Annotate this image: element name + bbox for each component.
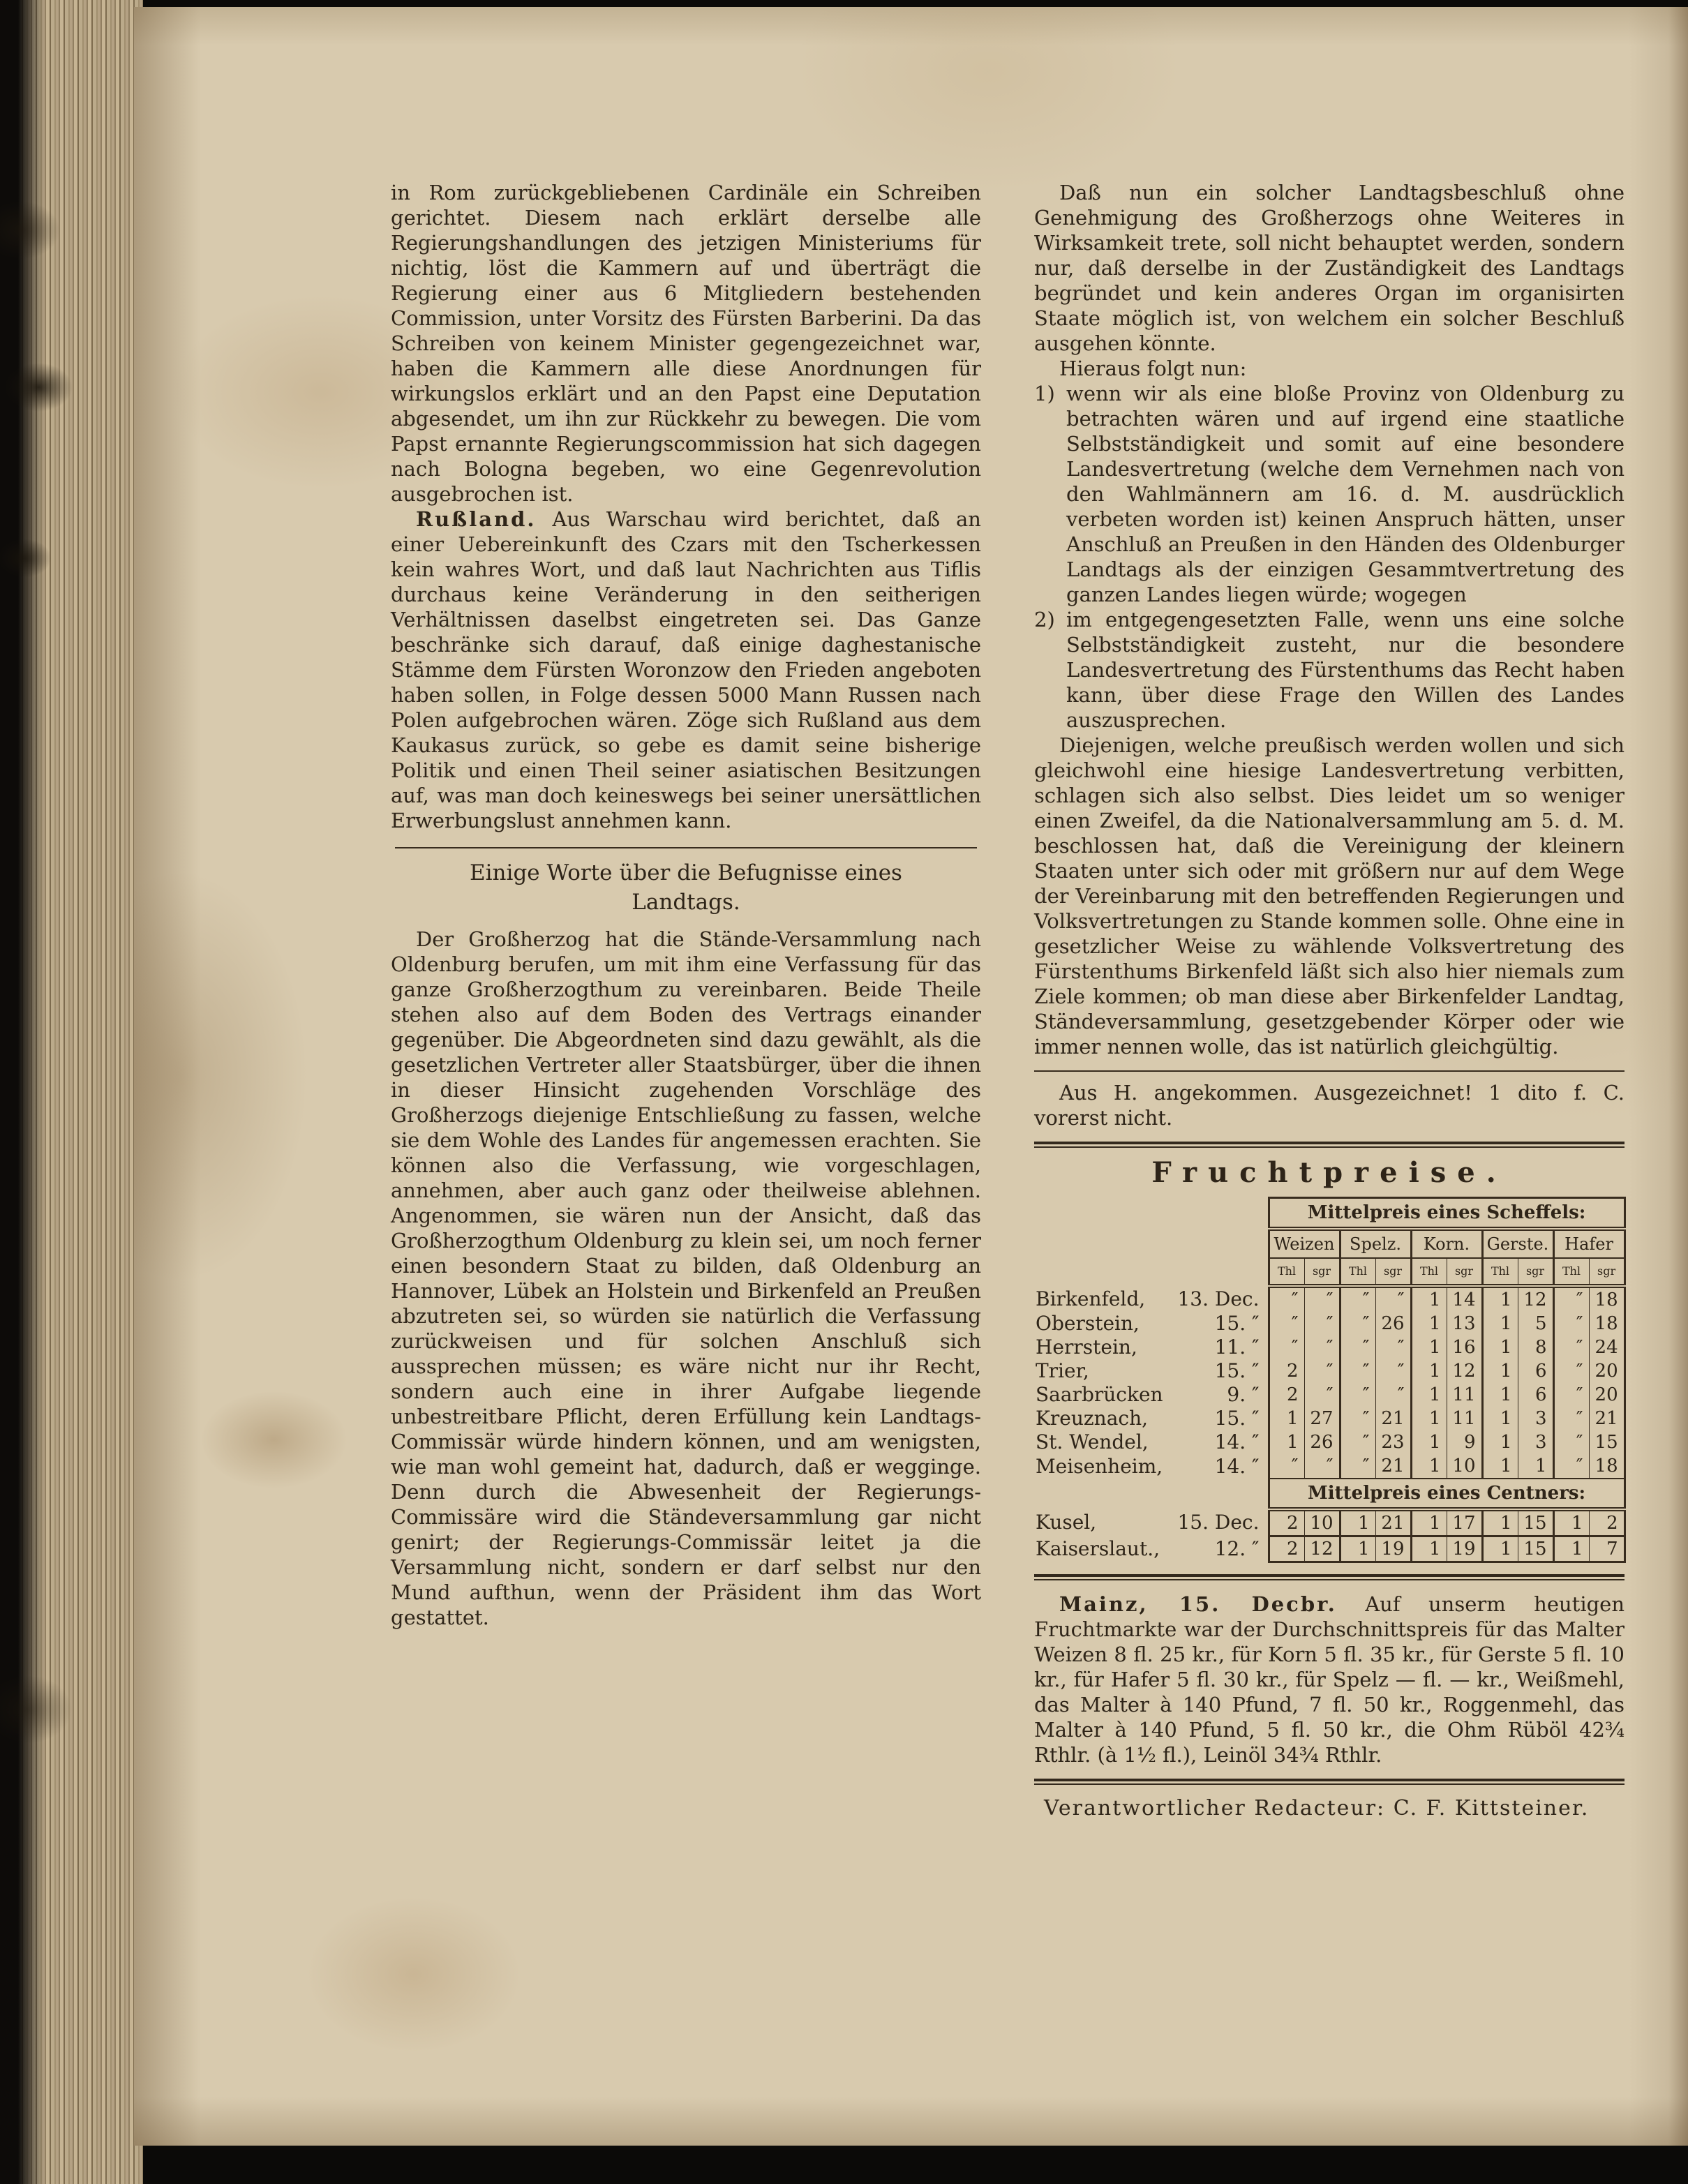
- place-and-date: [1036, 1312, 1260, 1336]
- price-cell: ″: [1304, 1454, 1340, 1479]
- price-cell: ″: [1340, 1336, 1375, 1359]
- price-date: 15. ″: [1214, 1407, 1260, 1430]
- crop-header: Hafer: [1553, 1229, 1624, 1258]
- price-cell: 21: [1375, 1454, 1411, 1479]
- price-cell: 1: [1482, 1430, 1518, 1454]
- price-cell: ″: [1340, 1359, 1375, 1383]
- price-cell: 27: [1304, 1407, 1340, 1430]
- price-cell: 10: [1304, 1509, 1340, 1536]
- place-and-date: [1036, 1383, 1260, 1407]
- place-and-date: [1036, 1336, 1260, 1359]
- fruchtpreise-title: Fruchtpreise.: [1151, 1156, 1507, 1189]
- numbered-item-2: [1034, 607, 1624, 733]
- price-row: [1034, 1359, 1624, 1383]
- price-cell: 1: [1340, 1536, 1375, 1562]
- classified-notice: Aus H. angekommen. Ausgezeichnet! 1 dito f. C. vorerst nicht.: [1034, 1081, 1624, 1130]
- unit-header-thl: Thl: [1553, 1258, 1589, 1286]
- centner-header: Mittelpreis eines Centners:: [1269, 1479, 1624, 1509]
- price-cell: 1: [1411, 1286, 1447, 1312]
- price-cell: ″: [1269, 1286, 1304, 1312]
- price-cell: ″: [1375, 1286, 1411, 1312]
- scheffel-header: Mittelpreis eines Scheffels:: [1269, 1198, 1624, 1229]
- price-cell: ″: [1304, 1286, 1340, 1312]
- paragraph-russia-text: Aus Warschau wird berichtet, daß an einer Uebereinkunft des Czars mit den Tscherkessen kein wahres Wort, und daß laut Nachrichten aus Tiflis durchaus keine Veränderung in den seitherigen Verhältnissen daselbst eingetreten sei. Das Ganze beschränke sich darauf, daß einige daghestanische Stämme dem Fürsten Woronzow den Frieden angeboten haben sollen, in Folge dessen 5000 Mann Russen nach Polen aufgebrochen wären. Zöge sich Rußland aus dem Kaukasus zurück, so gebe es damit seine bisherige Politik und einen Theil seiner asiatischen Besitzungen auf, was man doch keineswegs bei seiner unersättlichen Erwerbungslust annehmen kann.: [391, 507, 981, 832]
- price-cell: 1: [1482, 1286, 1518, 1312]
- price-row: [1034, 1312, 1624, 1336]
- price-cell: 15: [1518, 1536, 1553, 1562]
- place-name: Kaiserslaut.,: [1036, 1537, 1160, 1560]
- crop-header-row: [1034, 1229, 1624, 1258]
- place-and-date: [1036, 1455, 1260, 1479]
- price-cell: 16: [1447, 1336, 1482, 1359]
- price-cell: ″: [1340, 1454, 1375, 1479]
- price-date: 14. ″: [1214, 1430, 1260, 1453]
- price-cell: 2: [1269, 1509, 1304, 1536]
- price-cell: 18: [1589, 1454, 1624, 1479]
- unit-header-sgr: sgr: [1447, 1258, 1482, 1286]
- price-row-place: [1034, 1286, 1269, 1312]
- price-cell: ″: [1553, 1383, 1589, 1407]
- place-name: Oberstein,: [1036, 1312, 1140, 1335]
- price-cell: 24: [1589, 1336, 1624, 1359]
- price-cell: ″: [1340, 1286, 1375, 1312]
- price-cell: 1: [1482, 1336, 1518, 1359]
- price-cell: 1: [1269, 1430, 1304, 1454]
- table-bottom-rule: [1034, 1574, 1624, 1580]
- price-cell: ″: [1340, 1407, 1375, 1430]
- paragraph-landtag: Der Großherzog hat die Stände-Versammlung nach Oldenburg berufen, um mit ihm eine Verfassung für das ganze Großherzogthum zu vereinbaren. Beide Theile stehen also auf dem Boden des Vertrags einander gegenüber. Die Abgeordneten sind dazu gewählt, als die gesetzlichen Vertreter aller Staatsbürger, über die ihnen in dieser Hinsicht zugehenden Vorschläge des Großherzogs diejenige Entschließung zu fassen, welche sie dem Wohle des Landes für angemessen erachten. Sie können also die Verfassung, wie vorgeschlagen, annehmen, aber auch ganz oder theilweise ablehnen. Angenommen, sie wären nun der Ansicht, daß das Großherzogthum Oldenburg zu klein sei, um noch ferner einen besondern Staat zu bilden, daß Oldenburg an Hannover, Lübek an Holstein und Birkenfeld an Preußen abzutreten sei, so würden sie natürlich die Verfassung zurückweisen und für solchen Anschluß sich aussprechen müssen; es wäre nicht nur ihr Recht, sondern auch eine in ihrer Aufgabe liegende unbestreitbare Pflicht, deren Erfüllung kein Landtags-Commissär würde hindern können, und am wenigsten, wie man wohl gemeint hat, dadurch, daß er wegginge. Denn durch die Abwesenheit der Regierungs-Commissäre wird die Ständeversammlung gar nicht genirt; der Regierungs-Commissär leitet ja die Versammlung nicht, sondern er darf selbst nur den Mund aufthun, wenn der Präsident ihm das Wort gestattet.: [391, 927, 981, 1629]
- price-cell: 1: [1411, 1430, 1447, 1454]
- notice-divider-rule: [1034, 1070, 1624, 1072]
- article-divider-rule: [395, 847, 977, 848]
- price-date: 15. Dec.: [1177, 1511, 1260, 1534]
- price-date: 11. ″: [1214, 1336, 1260, 1359]
- price-cell: 6: [1518, 1359, 1553, 1383]
- price-cell: 12: [1518, 1286, 1553, 1312]
- price-cell: ″: [1375, 1383, 1411, 1407]
- price-cell: 1: [1269, 1407, 1304, 1430]
- price-cell: ″: [1304, 1359, 1340, 1383]
- price-date: 9. ″: [1227, 1383, 1260, 1406]
- price-row: [1034, 1336, 1624, 1359]
- price-cell: 1: [1411, 1312, 1447, 1336]
- price-cell: 1: [1482, 1359, 1518, 1383]
- centner-rows: [1034, 1509, 1624, 1562]
- empty-cell: [1034, 1479, 1269, 1509]
- price-cell: 9: [1447, 1430, 1482, 1454]
- price-cell: 6: [1518, 1383, 1553, 1407]
- price-cell: 1: [1411, 1407, 1447, 1430]
- fruchtpreise-section: [1034, 1156, 1624, 1580]
- price-cell: 11: [1447, 1383, 1482, 1407]
- left-text-column: [391, 180, 981, 1630]
- paragraph-diejenigen: Diejenigen, welche preußisch werden wollen und sich gleichwohl eine hiesige Landesvertretung verbitten, schlagen sich also selbst. Dies leidet um so weniger einen Zweifel, da die Nationalversammlung am 5. d. M. beschlossen hat, daß die Vereinigung der kleinern Staaten unter sich oder mit größern nur auf dem Wege der Vereinbarung mit den betreffenden Regierungen und Volksvertretungen zu Stande kommen solle. Ohne eine in gesetzlicher Weise zu wählende Volksvertretung des Fürstenthums Birkenfeld läßt sich also hier niemals zum Ziele kommen; ob man diese aber Birkenfelder Landtag, Ständeversammlung, gesetzgebender Körper oder wie immer nennen wolle, das ist natürlich gleichgültig.: [1034, 733, 1624, 1059]
- price-date: 12. ″: [1214, 1537, 1260, 1560]
- price-row-place: [1034, 1407, 1269, 1430]
- price-row: [1034, 1509, 1624, 1536]
- price-cell: 20: [1589, 1359, 1624, 1383]
- price-cell: ″: [1553, 1359, 1589, 1383]
- scheffel-rows: [1034, 1286, 1624, 1479]
- price-cell: ″: [1304, 1383, 1340, 1407]
- price-row: [1034, 1454, 1624, 1479]
- price-row-place: [1034, 1430, 1269, 1454]
- price-cell: ″: [1269, 1454, 1304, 1479]
- price-cell: 10: [1447, 1454, 1482, 1479]
- price-cell: ″: [1553, 1312, 1589, 1336]
- scheffel-header-row: [1034, 1198, 1624, 1229]
- price-cell: 1: [1411, 1359, 1447, 1383]
- price-cell: 3: [1518, 1430, 1553, 1454]
- unit-header-thl: Thl: [1482, 1258, 1518, 1286]
- unit-header-thl: Thl: [1411, 1258, 1447, 1286]
- price-row: [1034, 1407, 1624, 1430]
- unit-header-sgr: sgr: [1304, 1258, 1340, 1286]
- unit-header-thl: Thl: [1340, 1258, 1375, 1286]
- place-and-date: [1036, 1359, 1260, 1383]
- centner-header-body: [1034, 1479, 1624, 1509]
- place-name: St. Wendel,: [1036, 1430, 1149, 1453]
- price-cell: 19: [1375, 1536, 1411, 1562]
- price-cell: 26: [1304, 1430, 1340, 1454]
- price-cell: 1: [1482, 1454, 1518, 1479]
- price-cell: 13: [1447, 1312, 1482, 1336]
- price-table-head: [1034, 1198, 1624, 1287]
- price-cell: 8: [1518, 1336, 1553, 1359]
- price-cell: 21: [1375, 1407, 1411, 1430]
- place-name: Kusel,: [1036, 1511, 1097, 1534]
- crop-header: Spelz.: [1340, 1229, 1411, 1258]
- price-date: 14. ″: [1214, 1454, 1260, 1478]
- price-table: [1034, 1197, 1626, 1563]
- unit-header-sgr: sgr: [1375, 1258, 1411, 1286]
- price-cell: 15: [1518, 1509, 1553, 1536]
- price-cell: ″: [1304, 1312, 1340, 1336]
- market-report-text: Auf unserm heutigen Fruchtmarkte war der Durchschnittspreis für das Malter Weizen 8 fl. 25 kr., für Korn 5 fl. 35 kr., für Gerste 5 fl. 10 kr., für Hafer 5 fl. 30 kr., für Spelz — fl. — kr., Weißmehl, das Malter à 140 Pfund, 7 fl. 50 kr., Roggenmehl, das Malter à 140 Pfund, 5 fl. 50 kr., die Ohm Rüböl 42¾ Rthlr. (à 1½ fl.), Leinöl 34¾ Rthlr.: [1034, 1592, 1624, 1767]
- price-cell: 21: [1589, 1407, 1624, 1430]
- price-row: [1034, 1536, 1624, 1562]
- price-cell: 1: [1411, 1454, 1447, 1479]
- price-cell: 1: [1411, 1536, 1447, 1562]
- numbered-item-1: [1034, 381, 1624, 607]
- right-text-column: [1034, 180, 1624, 1821]
- price-row: [1034, 1383, 1624, 1407]
- price-cell: 5: [1518, 1312, 1553, 1336]
- article-title: [391, 858, 981, 917]
- article-title-line1: Einige Worte über die Befugnisse eines: [470, 860, 902, 885]
- price-cell: 2: [1589, 1509, 1624, 1536]
- paragraph-lead-russland: Rußland.: [416, 507, 537, 531]
- place-name: Trier,: [1036, 1359, 1089, 1382]
- price-cell: 12: [1447, 1359, 1482, 1383]
- price-cell: ″: [1375, 1336, 1411, 1359]
- book-page-edges: [0, 0, 143, 2184]
- price-cell: 1: [1482, 1383, 1518, 1407]
- price-cell: 15: [1589, 1430, 1624, 1454]
- price-cell: 19: [1447, 1536, 1482, 1562]
- price-cell: 2: [1269, 1383, 1304, 1407]
- price-cell: ″: [1375, 1359, 1411, 1383]
- place-name: Kreuznach,: [1036, 1407, 1148, 1430]
- price-row-place: [1034, 1536, 1269, 1562]
- price-cell: 1: [1482, 1312, 1518, 1336]
- price-cell: 1: [1340, 1509, 1375, 1536]
- place-name: Herrstein,: [1036, 1336, 1137, 1359]
- price-row-place: [1034, 1454, 1269, 1479]
- editor-line: Verantwortlicher Redacteur: C. F. Kittsteiner.: [1044, 1796, 1590, 1820]
- empty-cell: [1034, 1258, 1269, 1286]
- price-cell: ″: [1269, 1336, 1304, 1359]
- price-row-place: [1034, 1336, 1269, 1359]
- price-cell: 7: [1589, 1536, 1624, 1562]
- unit-header-sgr: sgr: [1518, 1258, 1553, 1286]
- paragraph-russia: [391, 507, 981, 833]
- place-and-date: [1036, 1407, 1260, 1430]
- price-cell: 12: [1304, 1536, 1340, 1562]
- paragraph-hieraus: Hieraus folgt nun:: [1059, 357, 1247, 380]
- place-and-date: [1036, 1430, 1260, 1454]
- unit-header-sgr: sgr: [1589, 1258, 1624, 1286]
- price-cell: ″: [1340, 1430, 1375, 1454]
- price-cell: 2: [1269, 1536, 1304, 1562]
- crop-header: Weizen: [1269, 1229, 1340, 1258]
- price-cell: ″: [1553, 1407, 1589, 1430]
- price-row: [1034, 1286, 1624, 1312]
- price-cell: ″: [1340, 1312, 1375, 1336]
- price-cell: ″: [1269, 1312, 1304, 1336]
- price-cell: 1: [1411, 1336, 1447, 1359]
- crop-header: Korn.: [1411, 1229, 1482, 1258]
- item-number-1: 1): [1034, 382, 1055, 405]
- price-cell: 1: [1411, 1509, 1447, 1536]
- price-cell: ″: [1553, 1336, 1589, 1359]
- price-date: 15. ″: [1214, 1359, 1260, 1382]
- item-text-1: wenn wir als eine bloße Provinz von Oldenburg zu betrachten wären und auf irgend eine staatliche Selbstständigkeit und somit auf eine besondere Landesvertretung (welche dem Vernehmen nach von den Wahlmännern am 16. d. M. ausdrücklich verbeten worden ist) keinen Anspruch hätten, unser Anschluß an Preußen in den Händen des Oldenburger Landtags als der einzigen Gesammtvertretung des ganzen Landes liegen würde; wogegen: [1066, 382, 1624, 606]
- item-text-2: im entgegengesetzten Falle, wenn uns eine solche Selbstständigkeit zusteht, nur die besondere Landesvertretung des Fürstenthums das Recht haben kann, über diese Frage den Willen des Landes auszusprechen.: [1066, 608, 1624, 732]
- centner-header-row: [1034, 1479, 1624, 1509]
- empty-cell: [1034, 1229, 1269, 1258]
- unit-header-thl: Thl: [1269, 1258, 1304, 1286]
- price-row: [1034, 1430, 1624, 1454]
- price-cell: 18: [1589, 1286, 1624, 1312]
- price-cell: 1: [1553, 1509, 1589, 1536]
- price-cell: ″: [1553, 1430, 1589, 1454]
- price-cell: 1: [1411, 1383, 1447, 1407]
- price-row-place: [1034, 1509, 1269, 1536]
- price-cell: 18: [1589, 1312, 1624, 1336]
- price-cell: 1: [1518, 1454, 1553, 1479]
- price-cell: 1: [1553, 1536, 1589, 1562]
- price-cell: ″: [1553, 1454, 1589, 1479]
- price-cell: 1: [1482, 1509, 1518, 1536]
- place-and-date: [1036, 1287, 1260, 1311]
- price-cell: ″: [1304, 1336, 1340, 1359]
- price-cell: ″: [1340, 1383, 1375, 1407]
- price-row-place: [1034, 1312, 1269, 1336]
- footer-rule: [1034, 1779, 1624, 1785]
- price-cell: 23: [1375, 1430, 1411, 1454]
- newspaper-page: [134, 7, 1688, 2146]
- price-cell: 2: [1269, 1359, 1304, 1383]
- price-cell: 17: [1447, 1509, 1482, 1536]
- price-row-place: [1034, 1359, 1269, 1383]
- place-name: Saarbrücken: [1036, 1383, 1163, 1406]
- price-cell: 20: [1589, 1383, 1624, 1407]
- price-row-place: [1034, 1383, 1269, 1407]
- crop-header: Gerste.: [1482, 1229, 1553, 1258]
- price-cell: ″: [1553, 1286, 1589, 1312]
- price-cell: 1: [1482, 1536, 1518, 1562]
- item-number-2: 2): [1034, 608, 1055, 631]
- price-cell: 11: [1447, 1407, 1482, 1430]
- place-and-date: [1036, 1511, 1260, 1534]
- price-cell: 21: [1375, 1509, 1411, 1536]
- unit-header-row: [1034, 1258, 1624, 1286]
- empty-cell: [1034, 1198, 1269, 1229]
- place-and-date: [1036, 1537, 1260, 1561]
- paragraph-beschluss: Daß nun ein solcher Landtagsbeschluß ohne Genehmigung des Großherzogs ohne Weiteres in Wirksamkeit trete, soll nicht behauptet werden, sondern nur, daß derselbe in der Zuständigkeit des Landtags begründet und kein anderes Organ im organisirten Staate möglich ist, von welchem ein solcher Beschluß ausgehen könnte.: [1034, 181, 1624, 355]
- price-cell: 3: [1518, 1407, 1553, 1430]
- section-double-rule-top: [1034, 1142, 1624, 1148]
- place-name: Meisenheim,: [1036, 1454, 1163, 1478]
- market-report-lead: Mainz, 15. Decbr.: [1059, 1592, 1337, 1616]
- price-cell: 26: [1375, 1312, 1411, 1336]
- market-report: [1034, 1592, 1624, 1767]
- price-date: 13. Dec.: [1177, 1287, 1260, 1310]
- paragraph-rome: in Rom zurückgebliebenen Cardinäle ein Schreiben gerichtet. Diesem nach erklärt derselbe alle Regierungshandlungen des jetzigen Ministeriums für nichtig, löst die Kammern auf und überträgt die Regierung einer aus 6 Mitgliedern bestehenden Commission, unter Vorsitz des Fürsten Barberini. Da das Schreiben von keinem Minister gegengezeichnet war, haben die Kammern alle diese Anordnungen für wirkungslos erklärt und an den Papst eine Deputation abgesendet, um ihn zur Rückkehr zu bewegen. Die vom Papst ernannte Regierungscommission hat sich dagegen nach Bologna begeben, wo eine Gegenrevolution ausgebrochen ist.: [391, 181, 981, 506]
- price-cell: 14: [1447, 1286, 1482, 1312]
- price-cell: 1: [1482, 1407, 1518, 1430]
- price-date: 15. ″: [1214, 1312, 1260, 1335]
- article-title-line2: Landtags.: [632, 890, 740, 915]
- place-name: Birkenfeld,: [1036, 1287, 1146, 1310]
